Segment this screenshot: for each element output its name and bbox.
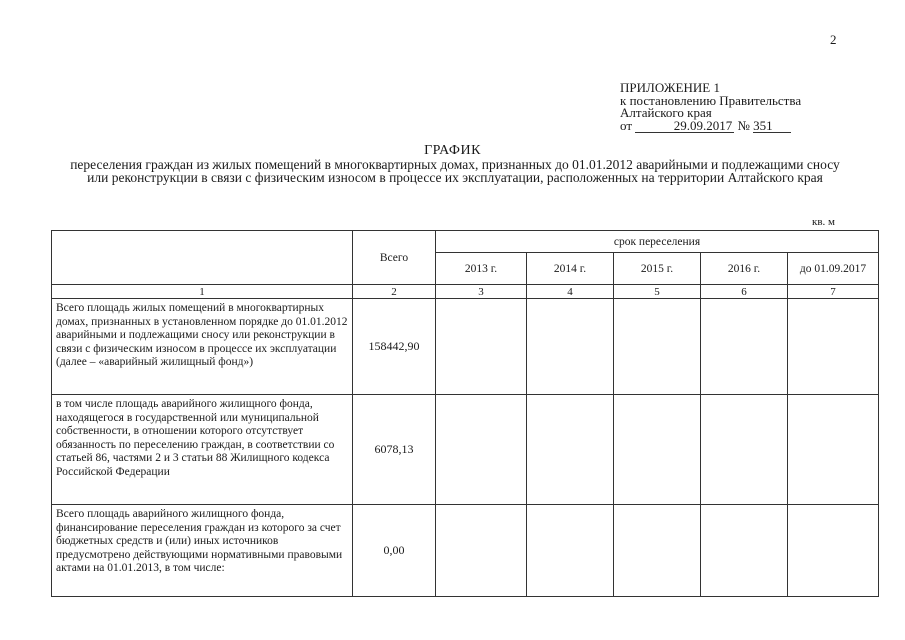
column-number: 7 (788, 285, 879, 299)
appendix-title: ПРИЛОЖЕНИЕ 1 (620, 80, 720, 95)
header-period: срок переселения (436, 231, 879, 253)
row-cell-2016 (701, 505, 788, 597)
row-cell-2015 (614, 395, 701, 505)
date-prefix: от (620, 117, 633, 133)
row-cell-2013 (436, 395, 527, 505)
column-number: 6 (701, 285, 788, 299)
row-cell-2017 (788, 505, 879, 597)
header-year-2017: до 01.09.2017 (788, 253, 879, 285)
header-year-2014: 2014 г. (527, 253, 614, 285)
row-description: в том числе площадь аварийного жилищного фонда, находящегося в государственной или муниципальной собственности, в отношении которого отсутствует обязанность по переселению граждан, в соответствии со статьей 86, частями 2 и 3 статьи 88 Жилищного кодекса Российской Федерации (52, 395, 353, 505)
resettlement-schedule-table (51, 230, 879, 597)
header-year-2015: 2015 г. (614, 253, 701, 285)
row-description-cell (52, 505, 353, 597)
table-row (52, 395, 879, 505)
row-cell-2013 (436, 505, 527, 597)
header-row-top (52, 231, 879, 253)
decree-number: 351 (753, 120, 791, 133)
row-cell-2017 (788, 395, 879, 505)
document-title: ГРАФИК (424, 143, 481, 158)
column-number: 1 (52, 285, 353, 299)
column-number: 5 (614, 285, 701, 299)
number-prefix: № (737, 117, 750, 133)
header-description-cell (52, 231, 353, 285)
appendix-decree-line: к постановлению Правительства (620, 92, 802, 108)
row-cell-2014 (527, 395, 614, 505)
column-number: 2 (353, 285, 436, 299)
header-year-2016: 2016 г. (701, 253, 788, 285)
row-cell-2014 (527, 505, 614, 597)
column-number: 4 (527, 285, 614, 299)
table-row (52, 505, 879, 597)
column-number-row (52, 285, 879, 299)
table-row (52, 299, 879, 395)
row-cell-2013 (436, 299, 527, 395)
header-total: Всего (353, 231, 436, 285)
row-total: 158442,90 (353, 299, 436, 395)
row-total: 6078,13 (353, 395, 436, 505)
page-number: 2 (830, 32, 837, 47)
row-cell-2016 (701, 299, 788, 395)
row-cell-2014 (527, 299, 614, 395)
row-cell-2016 (701, 395, 788, 505)
row-cell-2017 (788, 299, 879, 395)
appendix-region-line: Алтайского края (620, 105, 712, 120)
row-total: 0,00 (353, 505, 436, 597)
appendix-block (620, 82, 801, 133)
header-year-2013: 2013 г. (436, 253, 527, 285)
row-description: Всего площадь аварийного жилищного фонда, финансирование переселения граждан из которого за счет бюджетных средств и (или) иных источников предусмотрено действующими нормативными правовыми актами на 01.01.2013, в том числе: (56, 508, 343, 575)
document-subtitle: переселения граждан из жилых помещений в многоквартирных домах, признанных до 01.01.2012 аварийными и подлежащими сносу или реконструкции в связи с физическим износом в процессе их эксплуатации, расположенных на территории Алтайского края (70, 157, 840, 185)
row-cell-2015 (614, 299, 701, 395)
decree-date: 29.09.2017 (635, 120, 734, 133)
units-label: кв. м (812, 216, 835, 228)
column-number: 3 (436, 285, 527, 299)
appendix-date-line (620, 117, 801, 133)
row-description: Всего площадь жилых помещений в многоквартирных домах, признанных в установленном порядке до 01.01.2012 аварийными и подлежащими сносу или реконструкции в связи с физическим износом в процессе их эксплуатации (далее – «аварийный жилищный фонд») (52, 299, 353, 395)
row-cell-2015 (614, 505, 701, 597)
